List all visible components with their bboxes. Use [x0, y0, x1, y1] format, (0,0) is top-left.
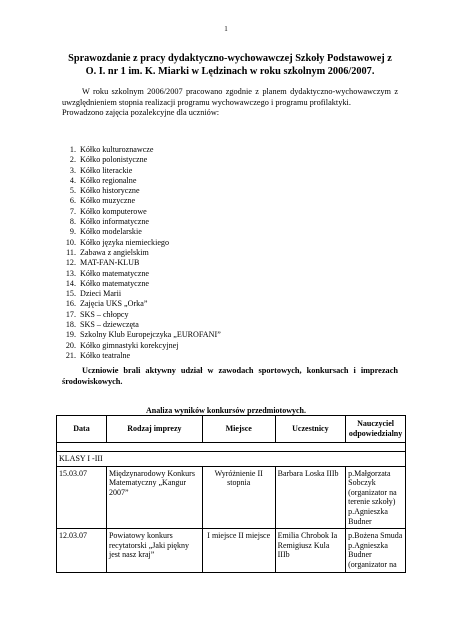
club-number: 8. [69, 217, 76, 227]
table-row [57, 466, 406, 529]
club-list-item [62, 279, 221, 289]
table-caption [0, 406, 452, 415]
intro-paragraph: W roku szkolnym 2006/2007 pracowano zgodnie z planem dydaktyczno-wychowawczym z uwzględnieniem stopnia realizacji programu wychowawczego i programu profilaktyki. [62, 87, 398, 107]
club-list-item [62, 269, 221, 279]
clubs-heading: Prowadzono zajęcia pozalekcyjne dla uczniów: [62, 108, 220, 118]
club-name: Zajęcia UKS „Orka” [80, 299, 148, 309]
club-number: 16. [65, 299, 76, 309]
cell-date: 12.03.07 [57, 529, 107, 572]
results-table [56, 415, 406, 573]
club-list-item [62, 145, 221, 155]
club-name: Kółko literackie [80, 165, 133, 175]
club-name: Kółko matematyczne [80, 268, 149, 278]
club-name: Kółko teatralne [80, 350, 131, 360]
table-row [57, 529, 406, 572]
title-line-1: Sprawozdanie z pracy dydaktyczno-wychowawczej Szkoły Podstawowej z [68, 53, 392, 64]
header-event: Rodzaj imprezy [106, 416, 202, 443]
summary-paragraph: Uczniowie brali aktywny udział w zawodach sportowych, konkursach i imprezach środowiskowych. [62, 366, 398, 386]
club-number: 21. [65, 350, 76, 360]
club-name: Kółko kulturoznawcze [80, 145, 154, 154]
club-number: 19. [65, 330, 76, 340]
club-number: 1. [69, 145, 76, 154]
club-name: Kółko komputerowe [80, 206, 147, 216]
title-line-2: O. I. nr 1 im. K. Miarki w Lędzinach w roku szkolnym 2006/2007. [85, 66, 375, 77]
clubs-list [62, 145, 221, 361]
club-list-item [62, 351, 221, 361]
club-number: 9. [69, 227, 76, 237]
page-number: 1 [224, 25, 228, 33]
club-number: 20. [65, 340, 76, 350]
club-name: Kółko muzyczne [80, 196, 136, 206]
club-number: 17. [65, 309, 76, 319]
club-number: 18. [65, 320, 76, 330]
club-name: SKS – chłopcy [80, 309, 129, 319]
club-name: SKS – dziewczęta [80, 320, 139, 330]
club-list-item [62, 341, 221, 351]
club-number: 12. [65, 258, 76, 268]
club-list-item [62, 299, 221, 309]
cell-event: Międzynarodowy Konkurs Matematyczny „Kangur 2007” [106, 466, 202, 529]
club-list-item [62, 310, 221, 320]
club-number: 5. [69, 186, 76, 196]
cell-teacher: p.Bożena Smuda p.Agnieszka Budner (organizator na [346, 529, 406, 572]
club-list-item [62, 320, 221, 330]
club-number: 15. [65, 289, 76, 299]
header-teacher: Nauczyciel odpowiedzialny [346, 416, 406, 443]
club-list-item [62, 155, 221, 165]
cell-participants: Barbara Loska IIIb [275, 466, 346, 529]
club-list-item [62, 186, 221, 196]
club-list-item [62, 248, 221, 258]
club-name: MAT-FAN-KLUB [80, 258, 140, 268]
club-name: Dzieci Marii [80, 289, 122, 299]
club-name: Kółko polonistyczne [80, 155, 148, 165]
table-caption-text: Analiza wyników konkursów przedmiotowych. [145, 406, 306, 415]
cell-participants: Emilia Chrobok Ia Remigiusz Kula IIIb [275, 529, 346, 572]
club-list-item [62, 176, 221, 186]
club-number: 11. [66, 247, 76, 257]
table-spacer-row [57, 443, 406, 452]
club-name: Kółko informatyczne [80, 217, 149, 227]
cell-place: Wyróżnienie II stopnia [202, 466, 275, 529]
table-section-row [57, 452, 406, 467]
intro-section [62, 87, 398, 119]
club-number: 13. [65, 268, 76, 278]
club-list-item [62, 238, 221, 248]
club-number: 4. [69, 175, 76, 185]
cell-teacher: p.Małgorzata Sobczyk (organizator na terenie szkoły) p.Agnieszka Budner [346, 466, 406, 529]
club-name: Zabawa z angielskim [80, 247, 149, 257]
cell-place: I miejsce II miejsce [202, 529, 275, 572]
club-list-item [62, 227, 221, 237]
club-name: Kółko regionalne [80, 175, 137, 185]
club-number: 7. [69, 206, 76, 216]
document-title [50, 52, 410, 78]
club-number: 2. [69, 155, 76, 165]
club-list-item [62, 330, 221, 340]
club-name: Szkolny Klub Europejczyka „EUROFANI” [80, 330, 221, 340]
section-label: KLASY I -III [57, 452, 406, 467]
club-list-item [62, 217, 221, 227]
club-number: 3. [69, 165, 76, 175]
club-name: Kółko gimnastyki korekcyjnej [80, 340, 179, 350]
club-name: Kółko modelarskie [80, 227, 142, 237]
club-list-item [62, 196, 221, 206]
club-name: Kółko historyczne [80, 186, 140, 196]
club-list-item [62, 289, 221, 299]
club-name: Kółko języka niemieckiego [80, 237, 169, 247]
cell-event: Powiatowy konkurs recytatorski „Jaki piękny jest nasz kraj” [106, 529, 202, 572]
club-list-item [62, 207, 221, 217]
header-place: Miejsce [202, 416, 275, 443]
header-participants: Uczestnicy [275, 416, 346, 443]
club-number: 14. [65, 278, 76, 288]
club-name: Kółko matematyczne [80, 278, 149, 288]
cell-date: 15.03.07 [57, 466, 107, 529]
club-number: 10. [65, 237, 76, 247]
table-header-row [57, 416, 406, 443]
club-number: 6. [69, 196, 76, 206]
club-list-item [62, 166, 221, 176]
header-date: Data [57, 416, 107, 443]
club-list-item [62, 258, 221, 268]
